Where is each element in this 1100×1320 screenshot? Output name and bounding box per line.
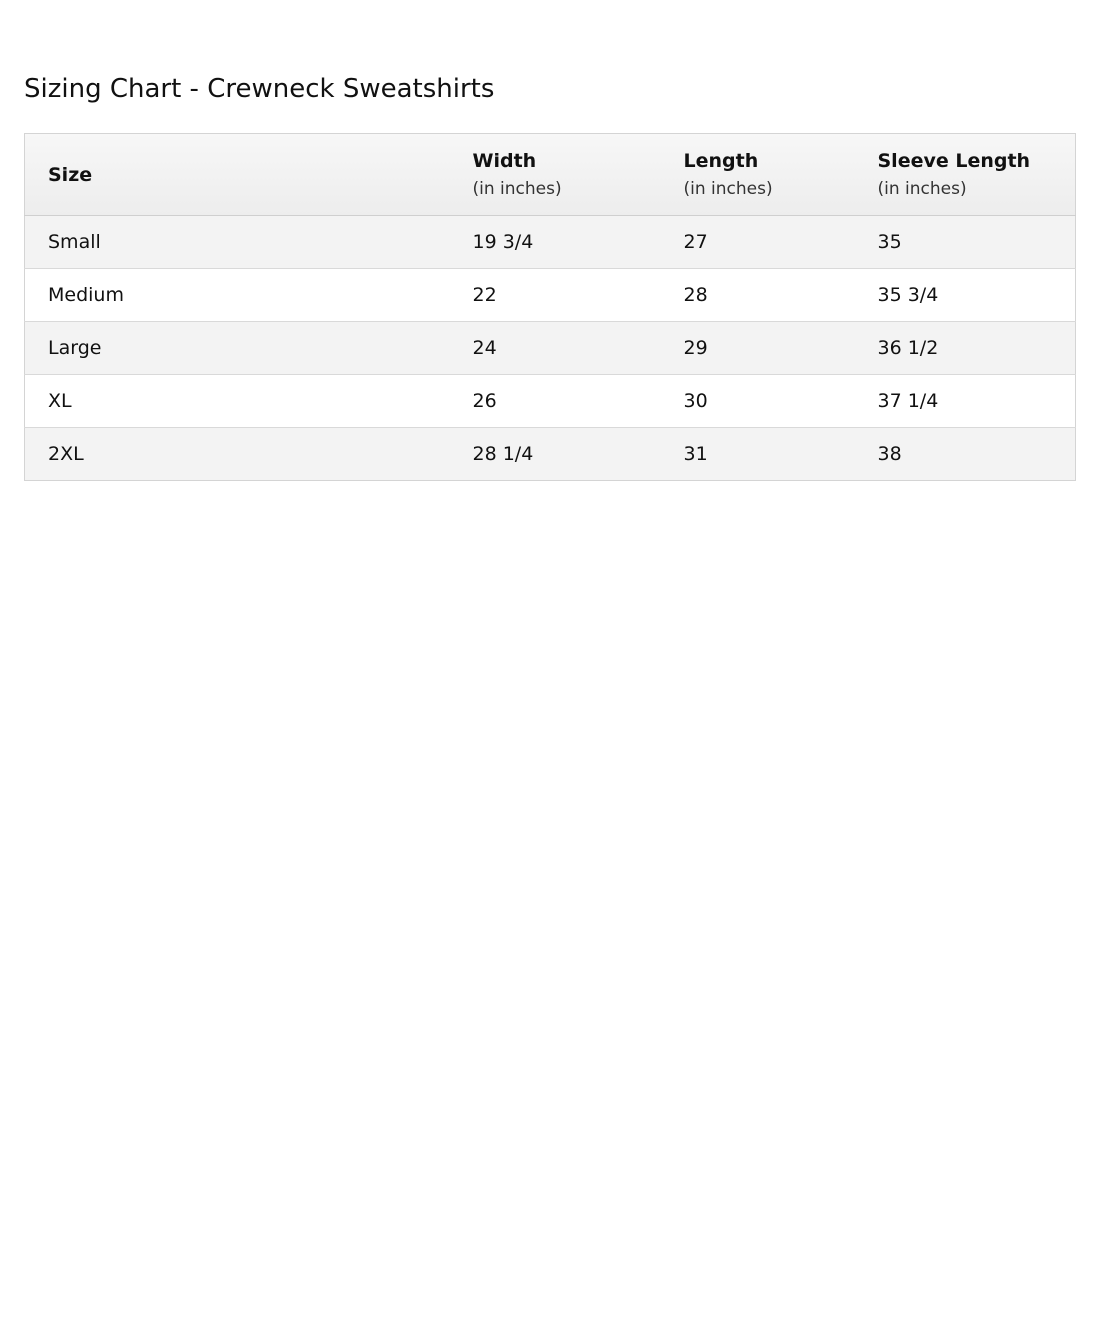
table-row (25, 269, 1076, 322)
cell-sleeve-length: 37 1/4 (877, 390, 939, 412)
table-row (25, 216, 1076, 269)
cell-size: Small (48, 231, 101, 253)
page-title: Sizing Chart - Crewneck Sweatshirts (24, 74, 495, 104)
cell-width: 26 (472, 390, 497, 412)
cell-sleeve-length: 35 3/4 (877, 284, 939, 306)
header-length (684, 134, 878, 216)
cell-length: 31 (683, 443, 708, 465)
cell-size: Medium (48, 284, 124, 306)
cell-size: 2XL (48, 443, 84, 465)
cell-width: 22 (472, 284, 497, 306)
table-row (25, 428, 1076, 481)
header-size-label: Size (48, 163, 93, 186)
header-row (25, 134, 1076, 216)
table-row (25, 375, 1076, 428)
cell-length: 30 (683, 390, 708, 412)
cell-size: Large (48, 337, 102, 359)
cell-width: 28 1/4 (472, 443, 534, 465)
header-sleeve-length-label: Sleeve Length (877, 149, 1031, 172)
table-row (25, 322, 1076, 375)
cell-size: XL (48, 390, 72, 412)
table-body (25, 216, 1076, 481)
cell-sleeve-length: 38 (877, 443, 902, 465)
header-length-unit: (in inches) (683, 178, 773, 199)
cell-sleeve-length: 35 (877, 231, 902, 253)
cell-length: 29 (683, 337, 708, 359)
cell-width: 19 3/4 (472, 231, 534, 253)
header-length-label: Length (683, 149, 759, 172)
cell-length: 28 (683, 284, 708, 306)
sizing-table (24, 133, 1076, 481)
header-width-unit: (in inches) (472, 178, 562, 199)
header-sleeve-length (878, 134, 1076, 216)
table-header (25, 134, 1076, 216)
cell-sleeve-length: 36 1/2 (877, 337, 939, 359)
cell-length: 27 (683, 231, 708, 253)
cell-width: 24 (472, 337, 497, 359)
header-size (25, 134, 473, 216)
header-sleeve-length-unit: (in inches) (877, 178, 967, 199)
header-width (473, 134, 684, 216)
header-width-label: Width (472, 149, 537, 172)
